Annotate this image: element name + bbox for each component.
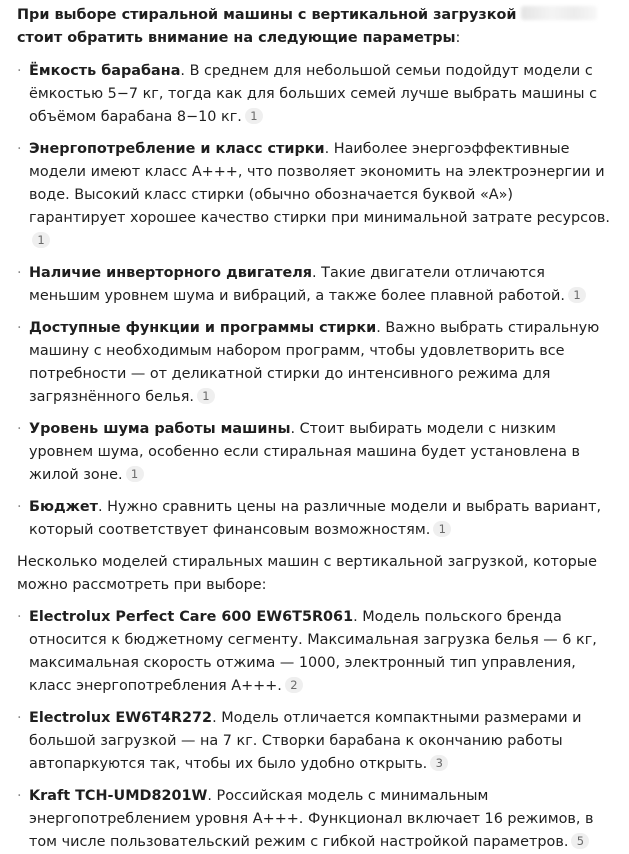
item-title: Ёмкость барабана [29, 63, 181, 79]
item-text: . Российская модель с минимальным энергопотреблением уровня А+++. Функционал включает 16 режимов, в том числе пользовательский режим с гибкой настройкой параметров. [29, 788, 594, 850]
list-item [17, 138, 611, 253]
models-list [17, 606, 611, 854]
heading-text-after: стоит обратить внимание на следующие параметры [17, 30, 456, 46]
list-item [17, 606, 611, 698]
item-title: Kraft TCH-UMD8201W [29, 788, 208, 804]
item-title: Бюджет [29, 499, 99, 515]
bullet-icon: · [17, 788, 22, 804]
bullet-icon: · [17, 320, 22, 336]
item-title: Уровень шума работы машины [29, 421, 291, 437]
bullet-icon: · [17, 141, 22, 157]
answer-heading [17, 4, 611, 50]
heading-colon: : [455, 30, 461, 46]
item-text: . Важно выбрать стиральную машину с необходимым набором программ, чтобы удовлетворить все потребности — от деликатной стирки до интенсивного режима для загрязнённого белья. [29, 320, 600, 405]
list-item [17, 496, 611, 542]
item-title: Наличие инверторного двигателя [29, 265, 312, 281]
item-text: . В среднем для небольшой семьи подойдут модели с ёмкостью 5−7 кг, тогда как для больших семей лучше выбрать машины с объёмом барабана 8−10 кг. [29, 63, 598, 125]
item-title: Electrolux EW6T4R272 [29, 710, 213, 726]
list-item [17, 60, 611, 129]
source-ref-badge[interactable]: 1 [568, 287, 586, 303]
bullet-icon: · [17, 265, 22, 281]
bullet-icon: · [17, 499, 22, 515]
item-text: . Наиболее энергоэффективные модели имеют класс А+++, что позволяет экономить на электроэнергии и воде. Высокий класс стирки (обычно обозначается буквой «А») гарантирует хорошее качество стирки при минимальной затрате ресурсов. [29, 141, 610, 226]
list-item [17, 317, 611, 409]
list-item [17, 785, 611, 854]
item-text: . Модель польского бренда относится к бюджетному сегменту. Максимальная загрузка белья — 6 кг, максимальная скорость отжима — 1000, электронный тип управления, класс энергопотребления А+++. [29, 609, 597, 694]
source-ref-badge[interactable]: 1 [126, 466, 144, 482]
source-ref-badge[interactable]: 1 [32, 232, 50, 248]
source-ref-badge[interactable]: 2 [285, 677, 303, 693]
item-text: . Модель отличается компактными размерами и большой загрузкой — на 7 кг. Створки барабана к окончанию работы автопаркуются так, чтобы их было удобно открыть. [29, 710, 582, 772]
bullet-icon: · [17, 421, 22, 437]
list-item [17, 262, 611, 308]
heading-text-before: При выборе стиральной машины с вертикальной загрузкой [17, 7, 517, 23]
list-item [17, 707, 611, 776]
source-ref-badge[interactable]: 1 [245, 108, 263, 124]
source-ref-badge[interactable]: 1 [433, 521, 451, 537]
list-item [17, 418, 611, 487]
bullet-icon: · [17, 609, 22, 625]
source-ref-badge[interactable]: 3 [430, 755, 448, 771]
params-list [17, 60, 611, 542]
bullet-icon: · [17, 63, 22, 79]
blurred-text [521, 6, 597, 20]
item-text: . Нужно сравнить цены на различные модели и выбрать вариант, который соответствует финансовым возможностям. [29, 499, 602, 538]
item-title: Electrolux Perfect Care 600 EW6T5R061 [29, 609, 354, 625]
item-title: Доступные функции и программы стирки [29, 320, 377, 336]
item-title: Энергопотребление и класс стирки [29, 141, 325, 157]
models-intro: Несколько моделей стиральных машин с вертикальной загрузкой, которые можно рассмотреть при выборе: [17, 554, 597, 593]
source-ref-badge[interactable]: 1 [197, 388, 215, 404]
source-ref-badge[interactable]: 5 [571, 833, 589, 849]
bullet-icon: · [17, 710, 22, 726]
item-text: . Такие двигатели отличаются меньшим уровнем шума и вибраций, а также более плавной работой. [29, 265, 565, 304]
item-text: . Стоит выбирать модели с низким уровнем шума, особенно если стиральная машина будет установлена в жилой зоне. [29, 421, 581, 483]
